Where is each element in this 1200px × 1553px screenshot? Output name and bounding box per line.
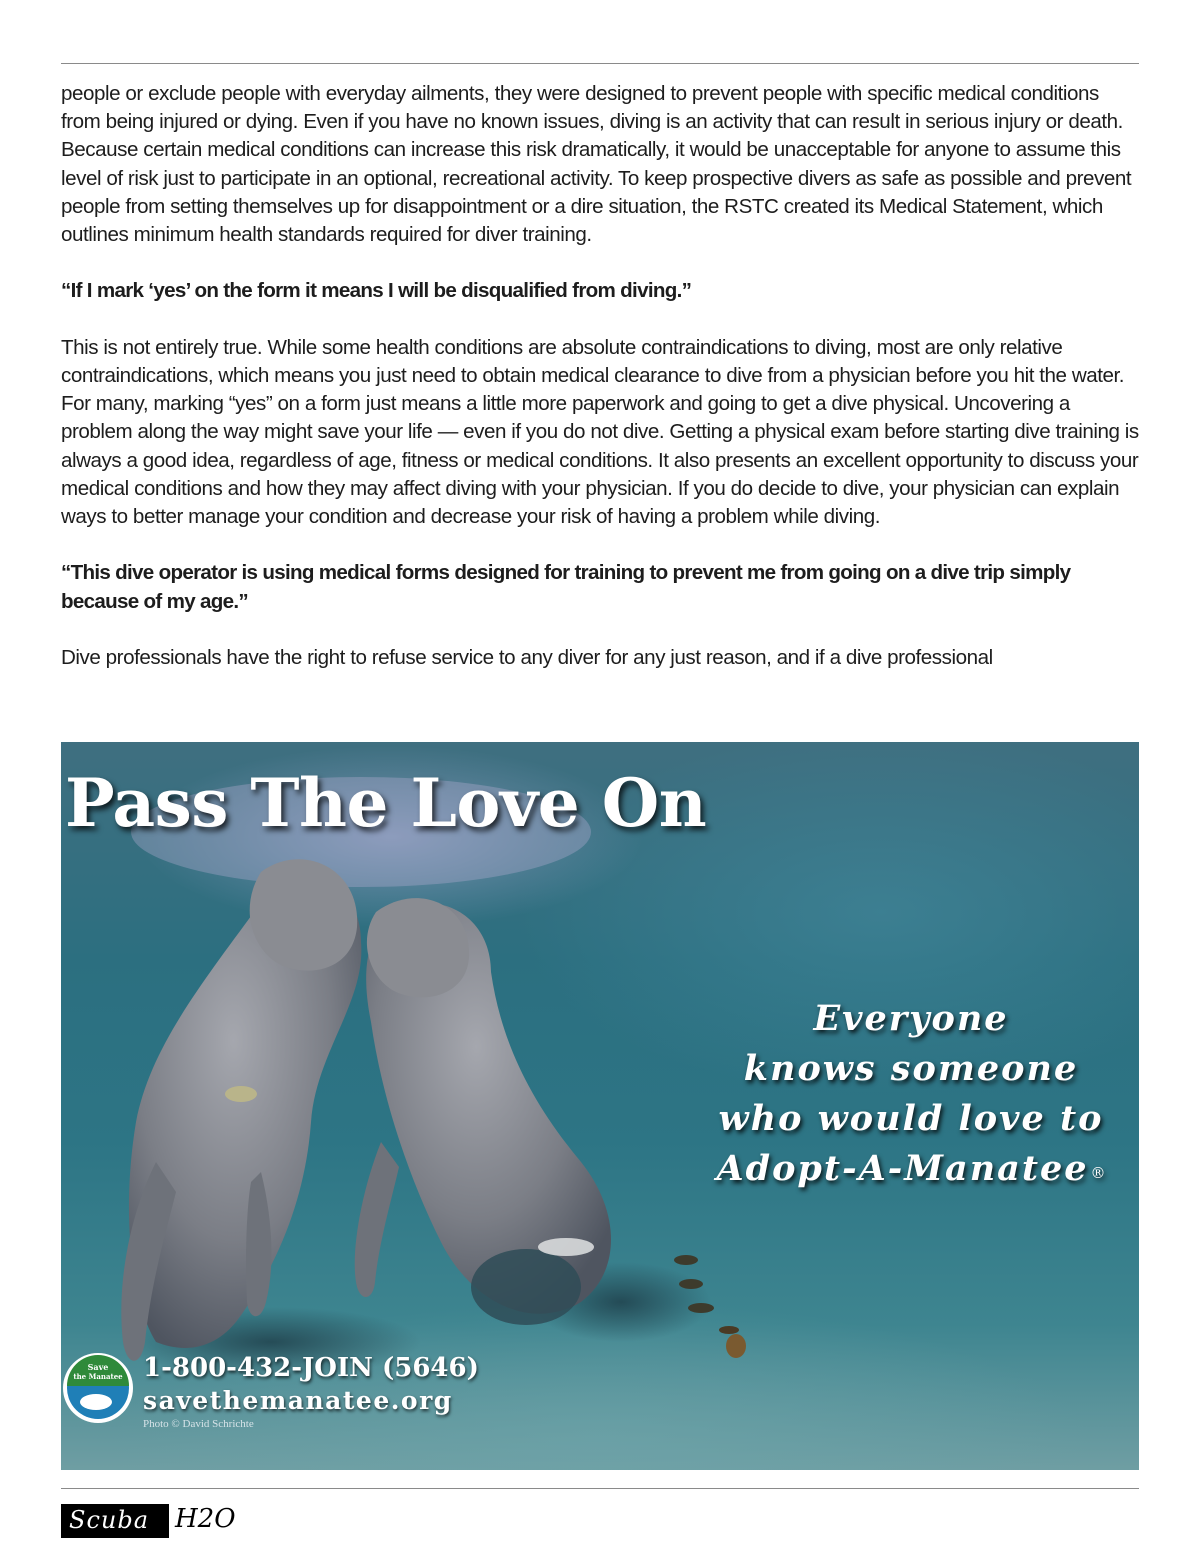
- ad-tagline: [661, 994, 1139, 1198]
- photo-credit: Photo © David Schrichte: [143, 1418, 254, 1430]
- article-paragraph: Dive professionals have the right to refuse service to any diver for any just reason, and if a dive professional: [61, 646, 993, 669]
- logo-text-line: Save: [87, 1362, 109, 1372]
- manatee-left: [121, 859, 361, 1360]
- tagline-line: who would love to: [718, 1098, 1104, 1139]
- manatee-logo-icon: [62, 1352, 134, 1424]
- ad-headline: Pass The Love On: [65, 764, 707, 842]
- article-paragraph: people or exclude people with everyday ailments, they were designed to prevent people with specific medical conditions from being injured or dying. Even if you have no known issues, diving is an activity that can result in serious injury or death. Because certain medical conditions can increase this risk dramatically, it would be unacceptable for anyone to assume this level of risk just to participate in an optional, recreational activity. To keep prospective divers as safe as possible and prevent people from setting themselves up for disappointment or a dire situation, the RSTC created its Medical Statement, which outlines minimum health standards required for diver training.: [61, 82, 1132, 247]
- article-body: [61, 80, 1143, 700]
- article-question-heading: “This dive operator is using medical forms designed for training to prevent me from going on a dive trip simply because of my age.”: [61, 561, 1071, 613]
- logo-scuba-text: Scuba: [69, 1506, 150, 1534]
- article-question-heading: “If I mark ‘yes’ on the form it means I will be disqualified from diving.”: [61, 279, 692, 303]
- logo-text-line: the Manatee: [73, 1372, 123, 1381]
- registered-mark: ®: [1090, 1164, 1106, 1182]
- top-rule: [61, 63, 1139, 64]
- logo-h2o-text: H2O: [175, 1504, 236, 1534]
- tagline-brand: Adopt-A-Manatee: [716, 1148, 1089, 1189]
- ad-website[interactable]: savethemanatee.org: [143, 1386, 453, 1415]
- ad-phone-number: 1-800-432-JOIN (5646): [143, 1353, 479, 1383]
- tagline-line: Everyone: [813, 998, 1009, 1039]
- bottom-rule: [61, 1488, 1139, 1489]
- manatee-advertisement: [61, 742, 1139, 1470]
- tagline-line: [661, 1144, 1139, 1198]
- tagline-line: knows someone: [743, 1048, 1079, 1089]
- manatee-right: [355, 898, 611, 1325]
- article-paragraph: This is not entirely true. While some health conditions are absolute contraindications to diving, most are only relative contraindications, which means you just need to obtain medical clearance to dive from a physician before you hit the water. For many, marking “yes” on a form just means a little more paperwork and going to get a dive physical. Uncovering a problem along the way might save your life — even if you do not dive. Getting a physical exam before starting dive training is always a good idea, regardless of age, fitness or medical conditions. It also presents an excellent opportunity to discuss your medical conditions and how they may affect diving with your physician. If you do decide to dive, your physician can explain ways to better manage your condition and decrease your risk of having a problem while diving.: [61, 335, 1139, 529]
